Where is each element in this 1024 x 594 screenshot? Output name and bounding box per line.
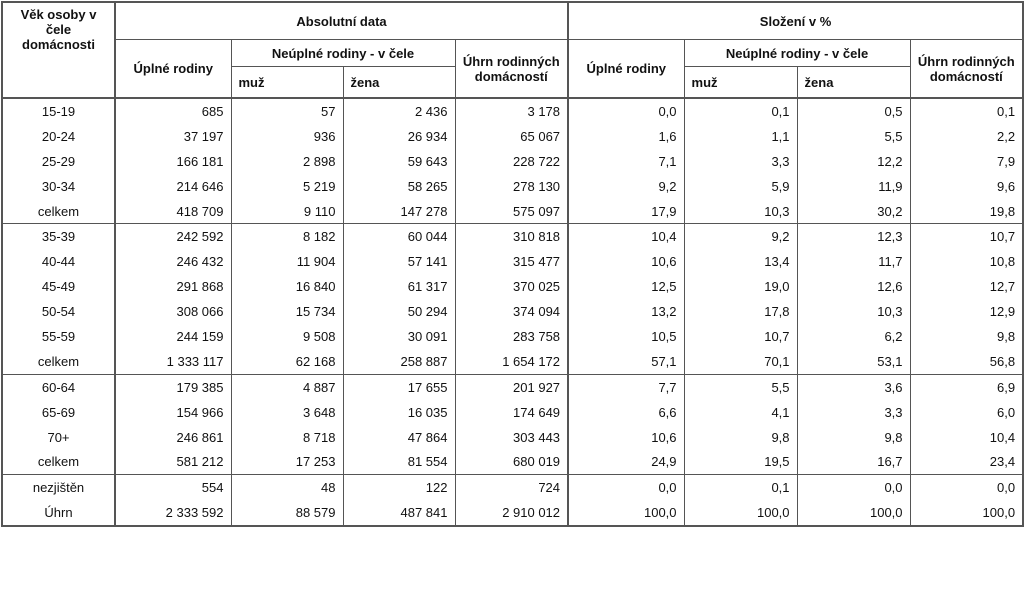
age-cell: 60-64 [2,374,115,399]
absolute-value-cell: 8 182 [231,224,343,249]
table-row [2,349,1023,374]
percent-value-cell: 0,0 [568,98,684,124]
percent-value-cell: 9,8 [797,425,910,450]
absolute-value-cell: 258 887 [343,349,455,374]
absolute-value-cell: 228 722 [455,149,568,174]
age-cell: 35-39 [2,224,115,249]
percent-value-cell: 9,6 [910,174,1023,199]
percent-value-cell: 5,5 [684,374,797,399]
age-cell: celkem [2,449,115,474]
absolute-value-cell: 244 159 [115,324,231,349]
percent-value-cell: 53,1 [797,349,910,374]
percent-value-cell: 11,9 [797,174,910,199]
percent-value-cell: 13,4 [684,249,797,274]
percent-value-cell: 17,8 [684,299,797,324]
table-row [2,224,1023,249]
percent-value-cell: 10,3 [684,199,797,224]
absolute-value-cell: 246 861 [115,425,231,450]
percent-value-cell: 4,1 [684,400,797,425]
absolute-value-cell: 15 734 [231,299,343,324]
absolute-value-cell: 936 [231,124,343,149]
absolute-value-cell: 308 066 [115,299,231,324]
percent-value-cell: 10,5 [568,324,684,349]
table-row [2,299,1023,324]
percent-value-cell: 30,2 [797,199,910,224]
percent-value-cell: 13,2 [568,299,684,324]
percent-value-cell: 0,0 [568,475,684,500]
total-households-header: Úhrn rodinných domácností [455,40,568,99]
absolute-value-cell: 60 044 [343,224,455,249]
table-row [2,374,1023,399]
absolute-value-cell: 2 436 [343,98,455,124]
table-row [2,500,1023,526]
absolute-value-cell: 11 904 [231,249,343,274]
percent-value-cell: 57,1 [568,349,684,374]
percent-value-cell: 24,9 [568,449,684,474]
percent-value-cell: 10,4 [568,224,684,249]
absolute-value-cell: 291 868 [115,274,231,299]
female-header: žena [343,67,455,99]
absolute-value-cell: 17 253 [231,449,343,474]
percent-value-cell: 100,0 [568,500,684,526]
absolute-value-cell: 48 [231,475,343,500]
absolute-value-cell: 61 317 [343,274,455,299]
percent-value-cell: 3,6 [797,374,910,399]
percent-value-cell: 10,8 [910,249,1023,274]
absolute-value-cell: 16 035 [343,400,455,425]
absolute-value-cell: 166 181 [115,149,231,174]
table-header [2,2,1023,98]
percent-value-cell: 6,0 [910,400,1023,425]
table-row [2,475,1023,500]
age-cell: 50-54 [2,299,115,324]
absolute-value-cell: 487 841 [343,500,455,526]
absolute-value-cell: 50 294 [343,299,455,324]
absolute-value-cell: 315 477 [455,249,568,274]
absolute-value-cell: 685 [115,98,231,124]
complete-families-pct-header: Úplné rodiny [568,40,684,99]
absolute-value-cell: 370 025 [455,274,568,299]
percent-value-cell: 9,8 [910,324,1023,349]
table-row [2,174,1023,199]
percent-value-cell: 0,1 [910,98,1023,124]
absolute-value-cell: 88 579 [231,500,343,526]
percent-value-cell: 11,7 [797,249,910,274]
percent-value-cell: 100,0 [684,500,797,526]
absolute-value-cell: 1 333 117 [115,349,231,374]
age-cell: 55-59 [2,324,115,349]
percent-value-cell: 10,7 [684,324,797,349]
percent-value-cell: 19,0 [684,274,797,299]
absolute-value-cell: 724 [455,475,568,500]
age-cell: nezjištěn [2,475,115,500]
percent-value-cell: 100,0 [797,500,910,526]
percent-value-cell: 5,5 [797,124,910,149]
absolute-value-cell: 47 864 [343,425,455,450]
percent-value-cell: 1,1 [684,124,797,149]
absolute-value-cell: 26 934 [343,124,455,149]
absolute-value-cell: 37 197 [115,124,231,149]
age-cell: 45-49 [2,274,115,299]
table-row [2,324,1023,349]
absolute-value-cell: 4 887 [231,374,343,399]
absolute-value-cell: 9 508 [231,324,343,349]
age-cell: 65-69 [2,400,115,425]
table-row [2,400,1023,425]
percent-value-cell: 5,9 [684,174,797,199]
age-cell: Úhrn [2,500,115,526]
absolute-value-cell: 16 840 [231,274,343,299]
percent-value-cell: 1,6 [568,124,684,149]
incomplete-families-header: Neúplné rodiny - v čele [231,40,455,67]
absolute-value-cell: 680 019 [455,449,568,474]
table-row [2,124,1023,149]
percent-value-cell: 56,8 [910,349,1023,374]
percent-value-cell: 10,4 [910,425,1023,450]
absolute-value-cell: 374 094 [455,299,568,324]
absolute-value-cell: 246 432 [115,249,231,274]
percent-value-cell: 7,9 [910,149,1023,174]
absolute-value-cell: 57 141 [343,249,455,274]
age-cell: 70+ [2,425,115,450]
age-cell: 30-34 [2,174,115,199]
percent-value-cell: 2,2 [910,124,1023,149]
absolute-value-cell: 174 649 [455,400,568,425]
absolute-value-cell: 59 643 [343,149,455,174]
absolute-value-cell: 554 [115,475,231,500]
percent-value-cell: 6,9 [910,374,1023,399]
percent-value-cell: 6,2 [797,324,910,349]
age-cell: celkem [2,349,115,374]
total-households-pct-header: Úhrn rodinných domácností [910,40,1023,99]
percent-value-cell: 10,6 [568,425,684,450]
absolute-value-cell: 65 067 [455,124,568,149]
age-cell: 20-24 [2,124,115,149]
percent-value-cell: 10,6 [568,249,684,274]
percent-value-cell: 70,1 [684,349,797,374]
percent-value-cell: 0,0 [910,475,1023,500]
absolute-value-cell: 5 219 [231,174,343,199]
table-row [2,274,1023,299]
percent-value-cell: 9,8 [684,425,797,450]
table-row [2,98,1023,124]
percent-value-cell: 0,5 [797,98,910,124]
absolute-value-cell: 58 265 [343,174,455,199]
absolute-value-cell: 179 385 [115,374,231,399]
percent-value-cell: 12,6 [797,274,910,299]
percent-value-cell: 12,2 [797,149,910,174]
age-column-header: Věk osoby v čele domácnosti [2,2,115,98]
percent-value-cell: 0,1 [684,475,797,500]
percent-composition-header: Složení v % [568,2,1023,40]
absolute-value-cell: 310 818 [455,224,568,249]
age-cell: celkem [2,199,115,224]
percent-value-cell: 12,9 [910,299,1023,324]
female-pct-header: žena [797,67,910,99]
household-structure-table [1,1,1024,527]
percent-value-cell: 3,3 [797,400,910,425]
table-body [2,98,1023,526]
incomplete-families-pct-header: Neúplné rodiny - v čele [684,40,910,67]
absolute-value-cell: 3 178 [455,98,568,124]
percent-value-cell: 19,8 [910,199,1023,224]
absolute-value-cell: 418 709 [115,199,231,224]
percent-value-cell: 10,3 [797,299,910,324]
absolute-value-cell: 575 097 [455,199,568,224]
percent-value-cell: 23,4 [910,449,1023,474]
percent-value-cell: 12,5 [568,274,684,299]
table-row [2,149,1023,174]
absolute-value-cell: 154 966 [115,400,231,425]
absolute-value-cell: 81 554 [343,449,455,474]
percent-value-cell: 9,2 [684,224,797,249]
percent-value-cell: 10,7 [910,224,1023,249]
absolute-data-header: Absolutní data [115,2,568,40]
absolute-value-cell: 303 443 [455,425,568,450]
absolute-value-cell: 242 592 [115,224,231,249]
absolute-value-cell: 30 091 [343,324,455,349]
percent-value-cell: 7,1 [568,149,684,174]
absolute-value-cell: 147 278 [343,199,455,224]
absolute-value-cell: 581 212 [115,449,231,474]
absolute-value-cell: 9 110 [231,199,343,224]
absolute-value-cell: 62 168 [231,349,343,374]
percent-value-cell: 100,0 [910,500,1023,526]
table-row [2,249,1023,274]
absolute-value-cell: 214 646 [115,174,231,199]
male-pct-header: muž [684,67,797,99]
absolute-value-cell: 2 898 [231,149,343,174]
percent-value-cell: 0,0 [797,475,910,500]
table-row [2,199,1023,224]
percent-value-cell: 12,7 [910,274,1023,299]
percent-value-cell: 16,7 [797,449,910,474]
absolute-value-cell: 57 [231,98,343,124]
male-header: muž [231,67,343,99]
percent-value-cell: 3,3 [684,149,797,174]
absolute-value-cell: 1 654 172 [455,349,568,374]
age-cell: 15-19 [2,98,115,124]
percent-value-cell: 6,6 [568,400,684,425]
absolute-value-cell: 2 910 012 [455,500,568,526]
absolute-value-cell: 278 130 [455,174,568,199]
percent-value-cell: 12,3 [797,224,910,249]
table-row [2,449,1023,474]
age-cell: 40-44 [2,249,115,274]
table-row [2,425,1023,450]
age-cell: 25-29 [2,149,115,174]
absolute-value-cell: 8 718 [231,425,343,450]
absolute-value-cell: 283 758 [455,324,568,349]
percent-value-cell: 7,7 [568,374,684,399]
complete-families-header: Úplné rodiny [115,40,231,99]
percent-value-cell: 19,5 [684,449,797,474]
absolute-value-cell: 201 927 [455,374,568,399]
percent-value-cell: 17,9 [568,199,684,224]
absolute-value-cell: 17 655 [343,374,455,399]
absolute-value-cell: 2 333 592 [115,500,231,526]
percent-value-cell: 9,2 [568,174,684,199]
absolute-value-cell: 3 648 [231,400,343,425]
percent-value-cell: 0,1 [684,98,797,124]
absolute-value-cell: 122 [343,475,455,500]
